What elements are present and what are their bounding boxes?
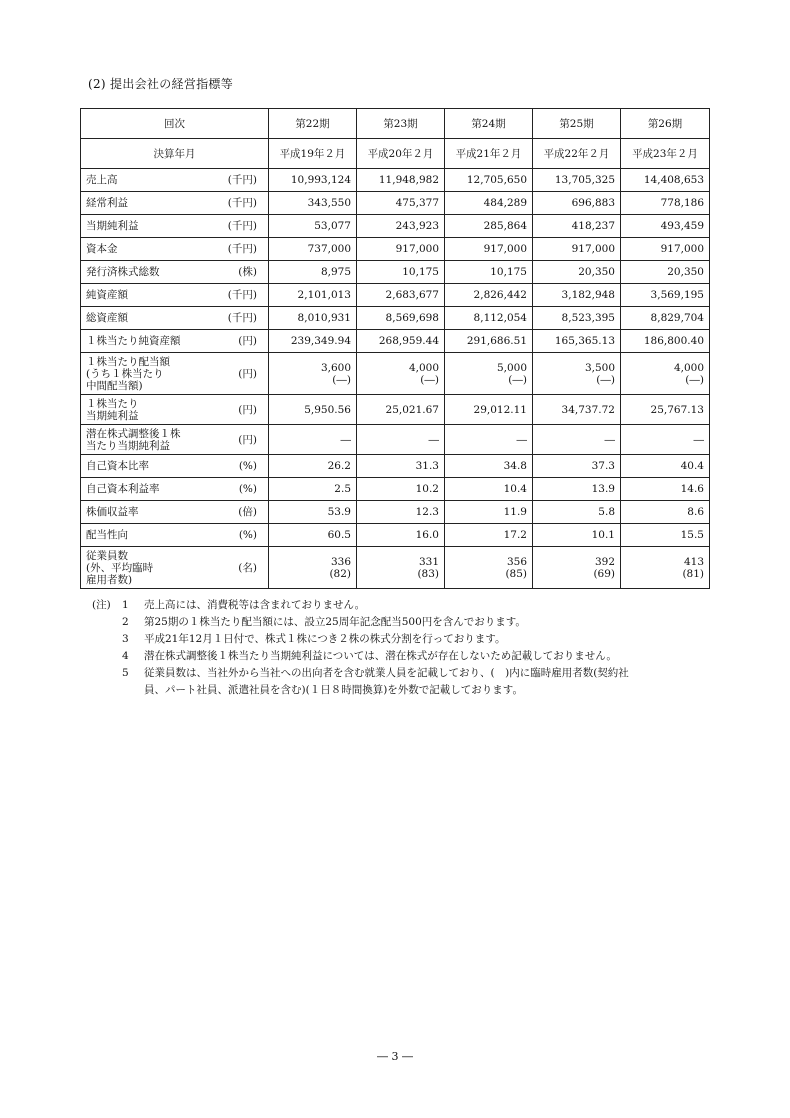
cell-value: 8,523,395	[561, 312, 615, 324]
page-number: ― 3 ―	[377, 1050, 413, 1063]
value-cell	[357, 425, 445, 455]
cell-value: 331	[418, 555, 439, 568]
value-cell	[533, 353, 621, 395]
cell-value: 2.5	[334, 483, 351, 495]
cell-value: 8.6	[687, 506, 704, 518]
table-row	[81, 169, 710, 192]
value-cell	[621, 501, 710, 524]
value-cell	[445, 455, 533, 478]
row-label: 資本金	[86, 243, 118, 255]
cell-value: 356	[506, 555, 527, 568]
value-cell	[445, 215, 533, 238]
cell-value: 10.2	[415, 483, 439, 495]
note-item	[92, 648, 712, 665]
note-prefix	[92, 614, 122, 631]
value-cell	[621, 169, 710, 192]
note-number: 1	[122, 599, 129, 611]
cell-value: 3,182,948	[561, 289, 615, 301]
cell-value: 8,569,698	[385, 312, 439, 324]
value-cell	[445, 425, 533, 455]
value-cell	[445, 395, 533, 425]
cell-subvalue: (81)	[682, 567, 704, 580]
cell-value: 53,077	[314, 220, 351, 232]
cell-value: 15.5	[680, 529, 704, 541]
cell-value: 17.2	[503, 529, 527, 541]
note-prefix: (注)	[92, 599, 111, 611]
cell-value: 186,800.40	[643, 335, 704, 347]
row-label: 株価収益率	[86, 506, 139, 518]
value-cell	[357, 501, 445, 524]
cell-value: 243,923	[395, 220, 439, 232]
cell-value: 14,408,653	[643, 174, 704, 186]
cell-subvalue: (69)	[593, 567, 615, 580]
value-cell	[357, 238, 445, 261]
value-cell	[445, 307, 533, 330]
cell-value: 25,021.67	[385, 403, 439, 416]
period-header: 第25期	[533, 109, 621, 139]
cell-value: 917,000	[660, 243, 704, 255]
value-cell	[533, 284, 621, 307]
header-row-settlement	[81, 139, 710, 169]
cell-value: 12,705,650	[466, 174, 527, 186]
row-label-cell	[81, 215, 269, 238]
value-cell	[269, 307, 357, 330]
value-cell	[357, 215, 445, 238]
period-header: 第24期	[445, 109, 533, 139]
row-label-cell	[81, 455, 269, 478]
cell-value: 737,000	[307, 243, 351, 255]
settlement-date: 平成19年２月	[269, 139, 357, 169]
row-unit: (千円)	[227, 312, 257, 324]
value-cell	[269, 330, 357, 353]
settlement-label: 決算年月	[81, 139, 269, 169]
row-label: 潜在株式調整後１株 当たり当期純利益	[86, 427, 181, 452]
value-cell	[269, 261, 357, 284]
value-cell	[533, 547, 621, 589]
row-unit: (円)	[238, 403, 257, 416]
value-cell	[445, 238, 533, 261]
cell-value: 917,000	[395, 243, 439, 255]
note-text: 潜在株式調整後１株当たり当期純利益については、潜在株式が存在しないため記載しておりません。	[144, 650, 617, 662]
cell-value: 16.0	[415, 529, 439, 541]
value-cell	[269, 524, 357, 547]
cell-value: 3,600	[320, 361, 351, 374]
cell-value: 343,550	[307, 197, 351, 209]
cell-subvalue: (―)	[596, 373, 615, 386]
value-cell	[621, 238, 710, 261]
value-cell	[533, 455, 621, 478]
period-header: 第26期	[621, 109, 710, 139]
settlement-date: 平成22年２月	[533, 139, 621, 169]
value-cell	[357, 330, 445, 353]
value-cell	[621, 425, 710, 455]
value-cell	[533, 307, 621, 330]
cell-value: 418,237	[571, 220, 615, 232]
value-cell	[621, 547, 710, 589]
cell-value: 5.8	[598, 506, 615, 518]
note-item	[92, 665, 712, 699]
cell-value: 34,737.72	[561, 403, 615, 416]
value-cell	[533, 395, 621, 425]
cell-value: 4,000	[673, 361, 704, 374]
round-label: 回次	[81, 109, 269, 139]
cell-value: 5,950.56	[304, 403, 351, 416]
row-unit: (株)	[238, 266, 257, 278]
value-cell	[445, 284, 533, 307]
cell-subvalue: (―)	[420, 373, 439, 386]
value-cell	[269, 215, 357, 238]
row-unit: (倍)	[238, 506, 257, 518]
cell-value: 10,175	[402, 266, 439, 278]
row-unit: (千円)	[227, 220, 257, 232]
value-cell	[621, 524, 710, 547]
row-unit: (千円)	[227, 289, 257, 301]
cell-value: 13.9	[591, 483, 615, 495]
row-label-cell	[81, 353, 269, 395]
cell-subvalue: (―)	[332, 373, 351, 386]
note-number: 4	[122, 650, 129, 662]
cell-value: 165,365.13	[554, 335, 615, 347]
cell-value: 392	[594, 555, 615, 568]
notes	[92, 597, 712, 699]
cell-value: 3,500	[584, 361, 615, 374]
value-cell	[445, 524, 533, 547]
value-cell	[445, 478, 533, 501]
note-number: 5	[122, 667, 129, 679]
cell-value: 37.3	[591, 460, 615, 472]
row-unit: (円)	[238, 335, 257, 347]
value-cell	[269, 455, 357, 478]
note-prefix	[92, 631, 122, 648]
value-cell	[621, 478, 710, 501]
value-cell	[269, 425, 357, 455]
table-row	[81, 395, 710, 425]
row-unit: (%)	[238, 483, 257, 495]
cell-value: 53.9	[327, 506, 351, 518]
value-cell	[269, 353, 357, 395]
value-cell	[357, 261, 445, 284]
value-cell	[269, 192, 357, 215]
section-title: (2) 提出会社の経営指標等	[88, 77, 234, 91]
row-unit: (千円)	[227, 174, 257, 186]
table-row	[81, 284, 710, 307]
note-item	[92, 631, 712, 648]
cell-value: ―	[516, 433, 527, 446]
settlement-date: 平成20年２月	[357, 139, 445, 169]
cell-value: 14.6	[680, 483, 704, 495]
value-cell	[357, 353, 445, 395]
value-cell	[445, 261, 533, 284]
cell-value: 917,000	[571, 243, 615, 255]
cell-value: 3,569,195	[650, 289, 704, 301]
cell-value: 493,459	[660, 220, 704, 232]
cell-value: 12.3	[415, 506, 439, 518]
value-cell	[533, 330, 621, 353]
value-cell	[621, 284, 710, 307]
row-unit: (円)	[238, 367, 257, 380]
note-number: 3	[122, 633, 129, 645]
financial-indicators-table	[80, 108, 710, 589]
row-unit: (千円)	[227, 243, 257, 255]
cell-value: 20,350	[578, 266, 615, 278]
row-label-cell	[81, 478, 269, 501]
cell-value: 8,829,704	[650, 312, 704, 324]
row-label-cell	[81, 524, 269, 547]
cell-value: 11,948,982	[378, 174, 439, 186]
value-cell	[269, 169, 357, 192]
cell-value: 13,705,325	[554, 174, 615, 186]
period-header: 第23期	[357, 109, 445, 139]
row-label-cell	[81, 307, 269, 330]
value-cell	[269, 395, 357, 425]
note-prefix	[92, 665, 122, 699]
table-row	[81, 455, 710, 478]
cell-subvalue: (―)	[685, 373, 704, 386]
cell-value: 778,186	[660, 197, 704, 209]
row-label-cell	[81, 192, 269, 215]
row-label-cell	[81, 330, 269, 353]
row-label-cell	[81, 425, 269, 455]
cell-subvalue: (85)	[505, 567, 527, 580]
value-cell	[621, 455, 710, 478]
note-text: 平成21年12月１日付で、株式１株につき２株の株式分割を行っております。	[144, 633, 506, 645]
note-number: 2	[122, 616, 129, 628]
table-row	[81, 261, 710, 284]
table-row	[81, 215, 710, 238]
cell-value: 10.1	[591, 529, 615, 541]
note-item	[92, 597, 712, 614]
settlement-date: 平成21年２月	[445, 139, 533, 169]
value-cell	[533, 192, 621, 215]
table-row	[81, 501, 710, 524]
row-label: 発行済株式総数	[86, 266, 160, 278]
period-header: 第22期	[269, 109, 357, 139]
value-cell	[533, 478, 621, 501]
value-cell	[621, 330, 710, 353]
value-cell	[445, 192, 533, 215]
row-label: 従業員数 (外、平均臨時 雇用者数)	[86, 549, 154, 586]
value-cell	[533, 238, 621, 261]
cell-value: 10,993,124	[290, 174, 351, 186]
value-cell	[621, 307, 710, 330]
row-label-cell	[81, 547, 269, 589]
row-label: １株当たり純資産額	[86, 335, 181, 347]
row-label: 経常利益	[86, 197, 128, 209]
cell-value: 60.5	[327, 529, 351, 541]
cell-value: ―	[428, 433, 439, 446]
row-label: 当期純利益	[86, 220, 139, 232]
row-label-cell	[81, 501, 269, 524]
cell-subvalue: (―)	[508, 373, 527, 386]
cell-value: 285,864	[483, 220, 527, 232]
cell-value: 484,289	[483, 197, 527, 209]
cell-value: 11.9	[503, 506, 527, 518]
row-label: 純資産額	[86, 289, 128, 301]
table-row	[81, 353, 710, 395]
cell-value: 34.8	[503, 460, 527, 472]
note-prefix	[92, 648, 122, 665]
note-text: 売上高には、消費税等は含まれておりません。	[144, 599, 366, 611]
row-label-cell	[81, 261, 269, 284]
cell-value: ―	[604, 433, 615, 446]
value-cell	[357, 284, 445, 307]
row-label-cell	[81, 284, 269, 307]
cell-value: 5,000	[496, 361, 527, 374]
value-cell	[621, 261, 710, 284]
row-label: １株当たり 当期純利益	[86, 397, 139, 422]
row-unit: (千円)	[227, 197, 257, 209]
value-cell	[445, 501, 533, 524]
cell-value: 696,883	[571, 197, 615, 209]
value-cell	[269, 238, 357, 261]
value-cell	[445, 330, 533, 353]
table-body	[81, 109, 710, 589]
cell-value: 8,010,931	[297, 312, 351, 324]
cell-subvalue: (83)	[417, 567, 439, 580]
value-cell	[533, 261, 621, 284]
table-row	[81, 238, 710, 261]
cell-value: 336	[330, 555, 351, 568]
cell-value: 26.2	[327, 460, 351, 472]
cell-value: 25,767.13	[650, 403, 704, 416]
cell-value: 31.3	[415, 460, 439, 472]
value-cell	[533, 215, 621, 238]
row-label-cell	[81, 395, 269, 425]
cell-value: 239,349.94	[290, 335, 351, 347]
value-cell	[445, 353, 533, 395]
table-row	[81, 307, 710, 330]
cell-value: 8,975	[320, 266, 351, 278]
value-cell	[269, 284, 357, 307]
row-label: 売上高	[86, 174, 118, 186]
cell-value: ―	[340, 433, 351, 446]
cell-value: 291,686.51	[466, 335, 527, 347]
value-cell	[357, 478, 445, 501]
value-cell	[533, 169, 621, 192]
table-row	[81, 524, 710, 547]
value-cell	[357, 192, 445, 215]
value-cell	[357, 524, 445, 547]
cell-value: 4,000	[408, 361, 439, 374]
cell-value: 8,112,054	[473, 312, 527, 324]
row-label: 自己資本利益率	[86, 483, 160, 495]
value-cell	[621, 215, 710, 238]
row-unit: (%)	[238, 529, 257, 541]
value-cell	[533, 501, 621, 524]
value-cell	[357, 169, 445, 192]
settlement-date: 平成23年２月	[621, 139, 710, 169]
header-row-periods	[81, 109, 710, 139]
cell-value: 10.4	[503, 483, 527, 495]
value-cell	[357, 395, 445, 425]
value-cell	[445, 547, 533, 589]
note-text: 従業員数は、当社外から当社への出向者を含む就業人員を記載しており、( )内に臨時雇用者数(契約社 員、パート社員、派遣社員を含む)(１日８時間換算)を外数で記載しております。	[144, 667, 629, 696]
value-cell	[357, 547, 445, 589]
row-label: 配当性向	[86, 529, 128, 541]
row-label-cell	[81, 238, 269, 261]
value-cell	[357, 307, 445, 330]
value-cell	[269, 547, 357, 589]
cell-value: 268,959.44	[378, 335, 439, 347]
cell-value: ―	[693, 433, 704, 446]
row-unit: (円)	[238, 433, 257, 446]
cell-value: 917,000	[483, 243, 527, 255]
table-row	[81, 547, 710, 589]
row-label: １株当たり配当額 (うち１株当たり 中間配当額)	[86, 355, 170, 392]
row-label: 総資産額	[86, 312, 128, 324]
value-cell	[621, 192, 710, 215]
value-cell	[621, 395, 710, 425]
table-row	[81, 330, 710, 353]
note-text: 第25期の１株当たり配当額には、設立25周年記念配当500円を含んでおります。	[144, 616, 526, 628]
value-cell	[269, 478, 357, 501]
cell-value: 20,350	[667, 266, 704, 278]
value-cell	[621, 353, 710, 395]
value-cell	[357, 455, 445, 478]
cell-value: 29,012.11	[473, 403, 527, 416]
value-cell	[269, 501, 357, 524]
table-row	[81, 192, 710, 215]
note-item	[92, 614, 712, 631]
cell-value: 2,683,677	[385, 289, 439, 301]
cell-value: 40.4	[680, 460, 704, 472]
cell-value: 413	[683, 555, 704, 568]
value-cell	[445, 169, 533, 192]
row-label: 自己資本比率	[86, 460, 149, 472]
value-cell	[533, 524, 621, 547]
cell-value: 10,175	[490, 266, 527, 278]
cell-value: 475,377	[395, 197, 439, 209]
cell-value: 2,101,013	[297, 289, 351, 301]
cell-subvalue: (82)	[329, 567, 351, 580]
row-label-cell	[81, 169, 269, 192]
table-row	[81, 478, 710, 501]
cell-value: 2,826,442	[473, 289, 527, 301]
table-row	[81, 425, 710, 455]
value-cell	[533, 425, 621, 455]
row-unit: (%)	[238, 460, 257, 472]
row-unit: (名)	[238, 561, 257, 574]
